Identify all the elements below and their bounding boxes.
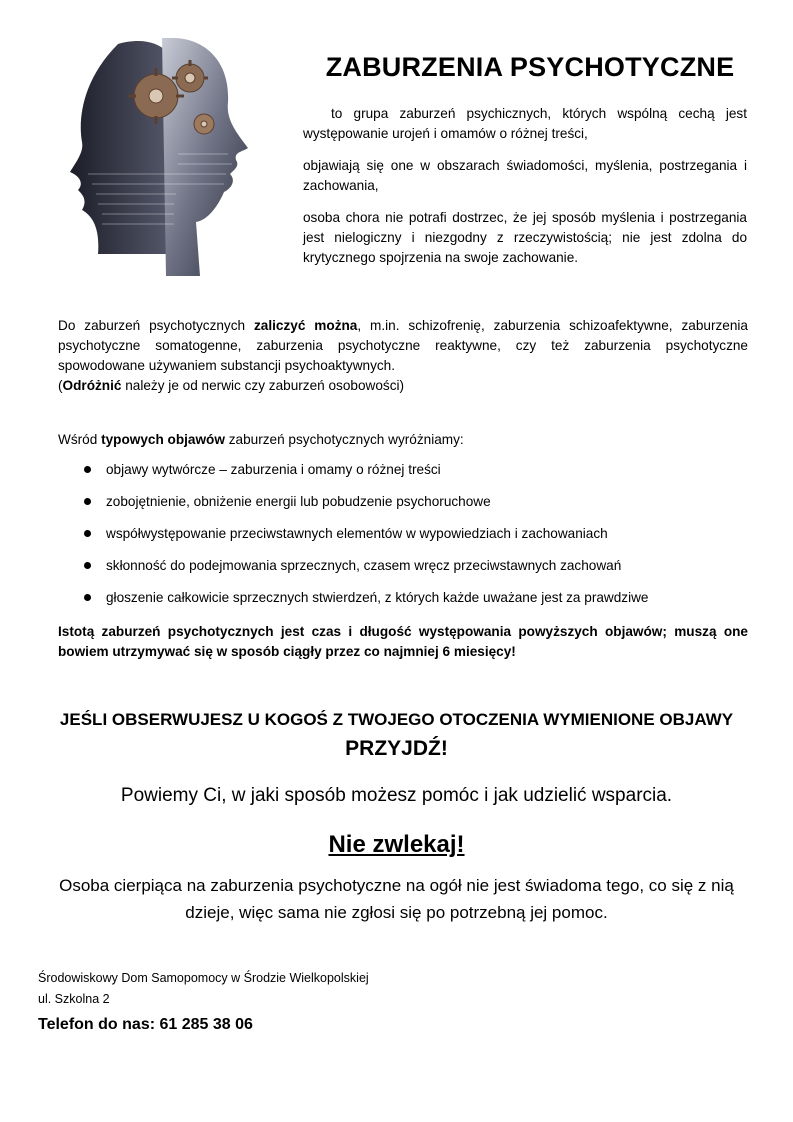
symptoms-section (58, 430, 748, 620)
list-item-text: współwystępowanie przeciwstawnych elementów w wypowiedziach i zachowaniach (106, 526, 608, 541)
symptoms-lead-text: zaburzeń psychotycznych wyróżniamy: (224, 432, 464, 447)
bullet-icon (84, 562, 91, 569)
phone-number: Telefon do nas: 61 285 38 06 (38, 1016, 253, 1033)
symptoms-lead-text: Wśród (58, 432, 102, 447)
essence-section (58, 622, 748, 662)
organization-name: Środowiskowy Dom Samopomocy w Środzie Wielkopolskiej (38, 971, 369, 985)
symptoms-lead-bold: typowych objawów (101, 432, 225, 447)
disorders-text: Do zaburzeń psychotycznych (58, 318, 254, 333)
disorders-paragraph (58, 316, 748, 376)
list-item (58, 524, 748, 556)
bullet-icon (84, 594, 91, 601)
note-text: należy je od nerwic czy zaburzeń osobowości) (121, 378, 405, 393)
contact-footer (38, 968, 369, 1038)
cta-info-text: Osoba cierpiąca na zaburzenia psychotyczne na ogół nie jest świadoma tego, co się z nią dzieje, więc sama nie zgłosi się po potrzebną jej pomoc. (59, 876, 734, 922)
list-item (58, 556, 748, 588)
bullet-icon (84, 498, 91, 505)
cta-come: PRZYJDŹ! (345, 737, 448, 760)
disorders-bold-text: zaliczyć można (254, 318, 358, 333)
page-title: ZABURZENIA PSYCHOTYCZNE (325, 52, 735, 82)
note-bold-text: Odróżnić (62, 378, 122, 393)
disorders-note (58, 376, 748, 396)
cta-heading: JEŚLI OBSERWUJESZ U KOGOŚ Z TWOJEGO OTOCZENIA WYMIENIONE OBJAWY (59, 710, 734, 729)
disorders-text: , m.in. schizofrenię, zaburzenia schizoafektywne, zaburzenia psychotyczne somatogenne, zaburzenia psychotyczne reaktywne, czy też zaburzenia psychotyczne spowodowane używaniem substancji psychoaktywnych. (58, 318, 748, 373)
list-item (58, 460, 748, 492)
symptom-list (58, 460, 748, 620)
list-item-text: objawy wytwórcze – zaburzenia i omamy o różnej treści (106, 462, 441, 477)
cta-help-text: Powiemy Ci, w jaki sposób możesz pomóc i jak udzielić wsparcia. (120, 785, 673, 806)
intro-section (303, 104, 747, 280)
intro-paragraph: osoba chora nie potrafi dostrzec, że jej sposób myślenia i postrzegania jest nielogiczny i niezgodny z rzeczywistością; nie jest zdolna do krytycznego spojrzenia na swoje zachowanie. (303, 210, 747, 265)
list-item-text: zobojętnienie, obniżenie energii lub pobudzenie psychoruchowe (106, 494, 491, 509)
intro-paragraph: objawiają się one w obszarach świadomości, myślenia, postrzegania i zachowania, (303, 158, 747, 193)
list-item (58, 492, 748, 524)
bullet-icon (84, 466, 91, 473)
disorders-section (58, 316, 748, 396)
list-item (58, 588, 748, 620)
intro-paragraph: to grupa zaburzeń psychicznych, których wspólną cechą jest występowanie urojeń i omamów o różnej treści, (303, 106, 747, 141)
address: ul. Szkolna 2 (38, 992, 110, 1006)
essence-paragraph: Istotą zaburzeń psychotycznych jest czas i długość występowania powyższych objawów; muszą one bowiem utrzymywać się w sposób ciągły przez co najmniej 6 miesięcy! (58, 624, 748, 659)
list-item-text: głoszenie całkowicie sprzecznych stwierdzeń, z których każde uważane jest za prawdziwe (106, 590, 649, 605)
symptoms-lead (58, 430, 748, 450)
note-bracket: ( (58, 378, 63, 393)
list-item-text: skłonność do podejmowania sprzecznych, czasem wręcz przeciwstawnych zachowań (106, 558, 622, 573)
bullet-icon (84, 530, 91, 537)
cta-wait-heading: Nie zwlekaj! (328, 831, 465, 858)
head-profiles-gears-icon (58, 24, 263, 282)
